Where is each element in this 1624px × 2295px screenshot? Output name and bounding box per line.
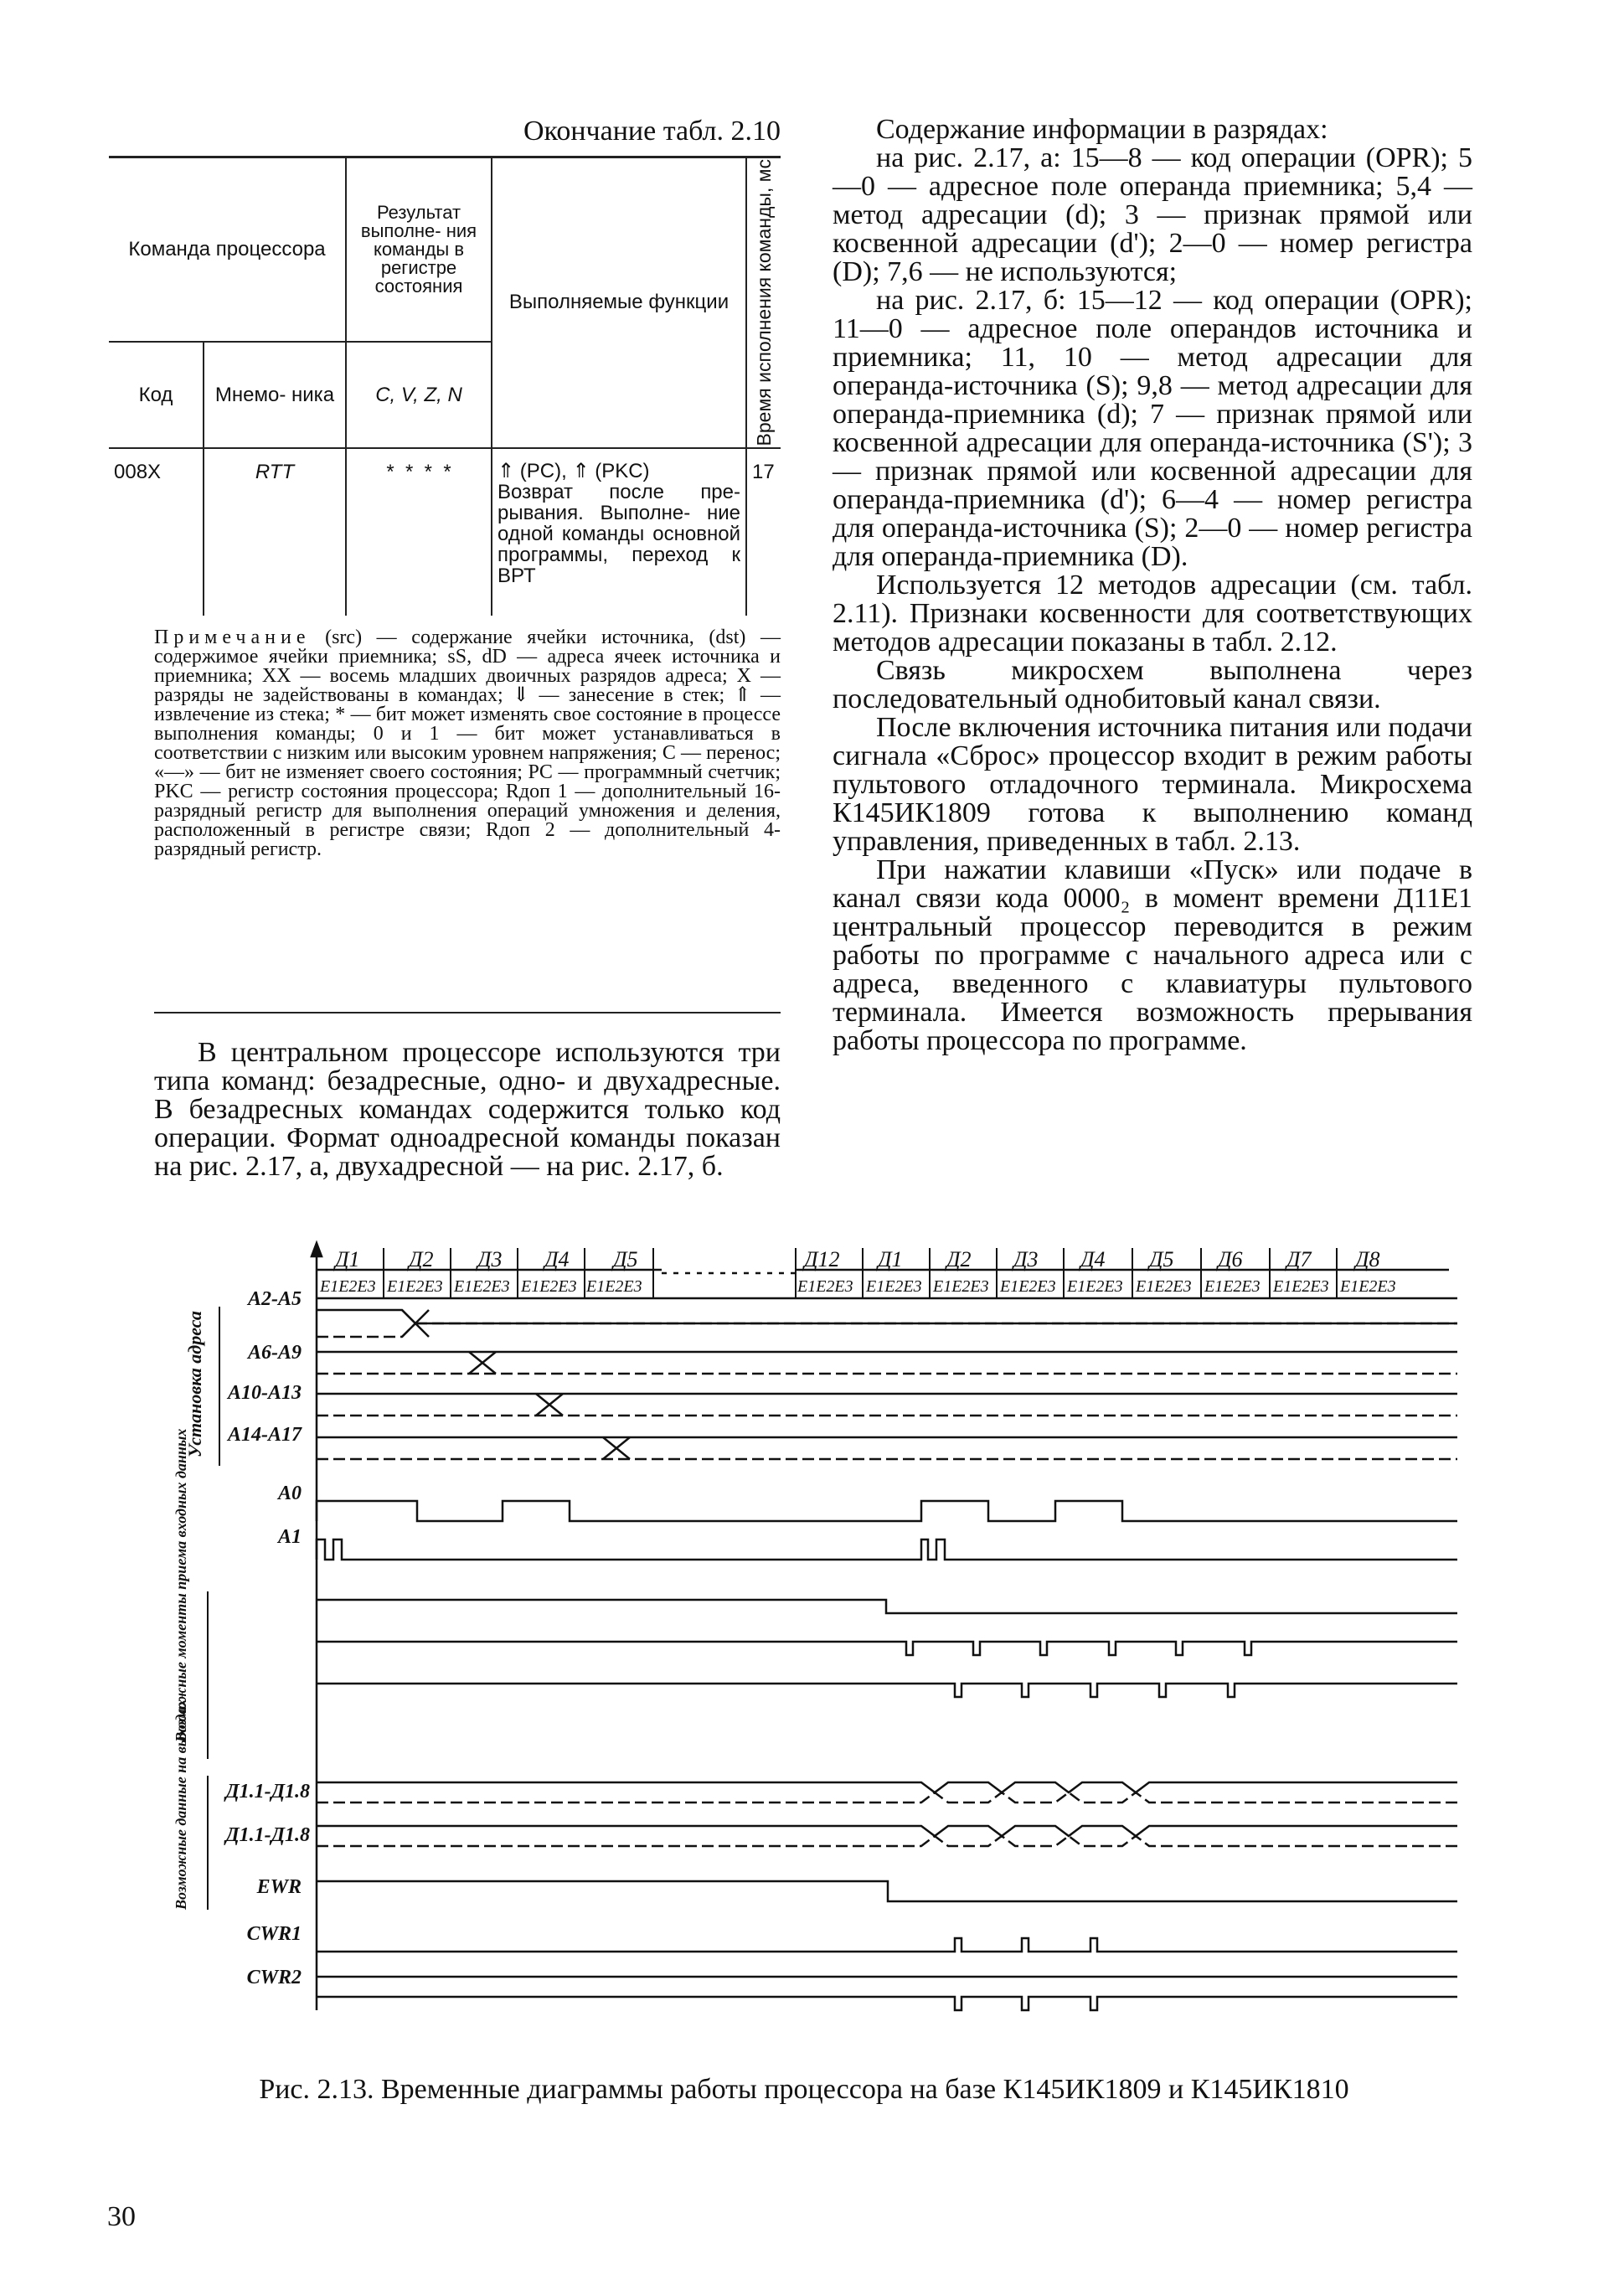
signal-label: А2-А5 — [247, 1288, 302, 1310]
subphase-label: Е1Е2Е3 — [1340, 1277, 1396, 1296]
phase-label: Д4 — [544, 1247, 570, 1271]
header-result: Результат выполне- ния команды в регистре состояния — [346, 157, 492, 342]
note-bottom-rule — [154, 1012, 781, 1013]
group-label-input: Возможные моменты приема входных данных — [173, 1428, 189, 1742]
phase-label: Д7 — [1286, 1247, 1312, 1271]
command-table — [109, 157, 781, 616]
left-column-text — [154, 1039, 781, 1181]
right-p2: Используется 12 методов адресации (см. табл. 2.11). Признаки косвенности для соответствующих методов адресации показаны в табл. 2.12. — [833, 570, 1472, 658]
row-mnemonic: RTT — [204, 448, 346, 616]
phase-label: Д1 — [878, 1247, 903, 1271]
subphase-label: Е1Е2Е3 — [933, 1277, 989, 1296]
row-code: 008X — [114, 461, 162, 484]
right-p3: Связь микросхем выполнена через последовательный однобитовый канал связи. — [833, 655, 1472, 714]
page-number: 30 — [107, 2201, 136, 2232]
note-text: (src) — содержание ячейки источника, (dst) — содержимое ячейки приемника; sS, dD — адреса ячеек источника и приемника; XX — восемь младших двоичных разрядов адреса; X — разряды не задействованы в командах; ⇓ — занесение в стек; ⇑ — извлечение из стека; * — бит может изменять свое состояние в процессе выполнения команды; 0 и 1 — бит может устанавливаться в соответствии с низким или высоким уровнем напряжения; C — перенос; «—» — бит не изменяет своего состояния; PC — программный счетчик; PKC — регистр состояния процессора; Rдоп 1 — дополнительный 16-разрядный регистр для выполнения операций умножения и деления, расположенный в регистре связи; Rдоп 2 — дополнительный 4-разрядный регистр. — [154, 627, 781, 860]
signal-label: А1 — [277, 1526, 302, 1548]
row-time: 17 — [746, 448, 781, 616]
row-functions-rest: Возврат после пре- рывания. Выполне- ние одной команды основной программы, переход к ВРТ — [498, 481, 740, 588]
right-p5: При нажатии клавиши «Пуск» или подаче в канал связи кода 0000₂ в момент времени Д11Е1 центральный процессор переводится в режим работы по программе с начального адреса или с адреса, введенного с клавиатуры пультового терминала. Имеется возможность прерывания работы процессора по программе. — [833, 854, 1472, 1056]
phase-label: Д8 — [1355, 1247, 1380, 1271]
phase-label: Д3 — [1013, 1247, 1039, 1271]
phase-header-left — [333, 1247, 638, 1271]
subphase-label: Е1Е2Е3 — [586, 1277, 642, 1296]
subphase-label: Е1Е2Е3 — [866, 1277, 922, 1296]
phase-label: Д2 — [409, 1247, 434, 1271]
header-command: Команда процессора — [128, 237, 326, 260]
table-note — [154, 628, 781, 859]
right-column-text — [833, 116, 1472, 1055]
note-lead: Примечание — [154, 627, 311, 648]
signal-label: CWR2 — [246, 1967, 302, 1988]
signal-label: А10-А13 — [227, 1382, 302, 1404]
subphase-label: Е1Е2Е3 — [797, 1277, 853, 1296]
signal-label: А0 — [277, 1483, 302, 1504]
header-time-text: Время исполнения команды, мс — [753, 159, 775, 446]
header-mnemonic: Мнемо- ника — [204, 342, 346, 448]
subphase-label: Е1Е2Е3 — [1204, 1277, 1261, 1296]
row-functions — [492, 448, 746, 616]
subphase-label: Е1Е2Е3 — [1136, 1277, 1192, 1296]
phase-label: Д12 — [804, 1247, 840, 1271]
group-label-output: Возможные данные на выходах — [173, 1699, 189, 1910]
subphase-label: Е1Е2Е3 — [1067, 1277, 1123, 1296]
right-p4: После включения источника питания или подачи сигнала «Сброс» процессор входит в режим работы пультового отладочного терминала. Микросхема К145ИК1809 готова к выполнению команд управления, приведенных в табл. 2.13. — [833, 712, 1472, 857]
subphase-label: Е1Е2Е3 — [454, 1277, 510, 1296]
left-paragraph: В центральном процессоре используются три типа команд: безадресные, одно- и двухадресные. В безадресных командах содержится только код операции. Формат одноадресной команды показан на рис. 2.17, а, двухадресной — на рис. 2.17, б. — [154, 1037, 781, 1182]
subphase-label: Е1Е2Е3 — [320, 1277, 376, 1296]
phase-label: Д5 — [613, 1247, 638, 1271]
figure-caption: Рис. 2.13. Временные диаграммы работы процессора на базе К145ИК1809 и К145ИК1810 — [259, 2074, 1349, 2105]
header-flags: C, V, Z, N — [346, 342, 492, 448]
right-p1a: на рис. 2.17, а: 15—8 — код операции (OPR); 5—0 — адресное поле операнда приемника; 5,4 — метод адресации (d); 3 — признак прямой или косвенной адресации (d'); 2—0 — номер регистра (D); 7,6 — не используются; — [833, 142, 1472, 287]
row-flags: * * * * — [346, 448, 492, 616]
signal-label: А6-А9 — [247, 1342, 302, 1364]
timing-diagram — [168, 1240, 1474, 2060]
subphase-label: Е1Е2Е3 — [1000, 1277, 1056, 1296]
phase-label: Д6 — [1218, 1247, 1243, 1271]
phase-header-right — [802, 1247, 1380, 1271]
phase-label: Д4 — [1080, 1247, 1106, 1271]
phase-label: Д3 — [477, 1247, 503, 1271]
row-functions-line1: ⇑ (PC), ⇑ (PKC) — [498, 460, 650, 483]
table-continuation-label: Окончание табл. 2.10 — [523, 116, 781, 147]
subphase-label: Е1Е2Е3 — [1273, 1277, 1329, 1296]
header-code: Код — [109, 342, 204, 448]
header-time — [746, 157, 781, 448]
header-functions: Выполняемые функции — [492, 157, 746, 448]
phase-label: Д2 — [946, 1247, 972, 1271]
phase-label: Д1 — [335, 1247, 360, 1271]
group-label-address: Установка адреса — [184, 1311, 205, 1457]
signal-label: Д1.1-Д1.8 — [225, 1824, 310, 1846]
right-p1b: на рис. 2.17, б: 15—12 — код операции (OPR); 11—0 — адресное поле операндов источника и приемника; 11, 10 — метод адресации для операнда-источника (S); 9,8 — метод адресации для операнда-приемника (d); 7 — признак прямой или косвенной адресации для операнда-источника (S'); 3 — признак прямой или косвенной адресации для операнда-приемника (d'); 6—4 — номер регистра для операнда-источника (S); 2—0 — номер регистра для операнда-приемника (D). — [833, 285, 1472, 572]
signal-label: А14-А17 — [227, 1424, 302, 1446]
signal-label: EWR — [256, 1876, 302, 1898]
signal-label: Д1.1-Д1.8 — [225, 1781, 310, 1802]
phase-label: Д5 — [1149, 1247, 1174, 1271]
subphase-label: Е1Е2Е3 — [521, 1277, 577, 1296]
subphase-label: Е1Е2Е3 — [387, 1277, 443, 1296]
signal-label: CWR1 — [246, 1923, 302, 1945]
right-p1-title: Содержание информации в разрядах: — [876, 114, 1328, 145]
